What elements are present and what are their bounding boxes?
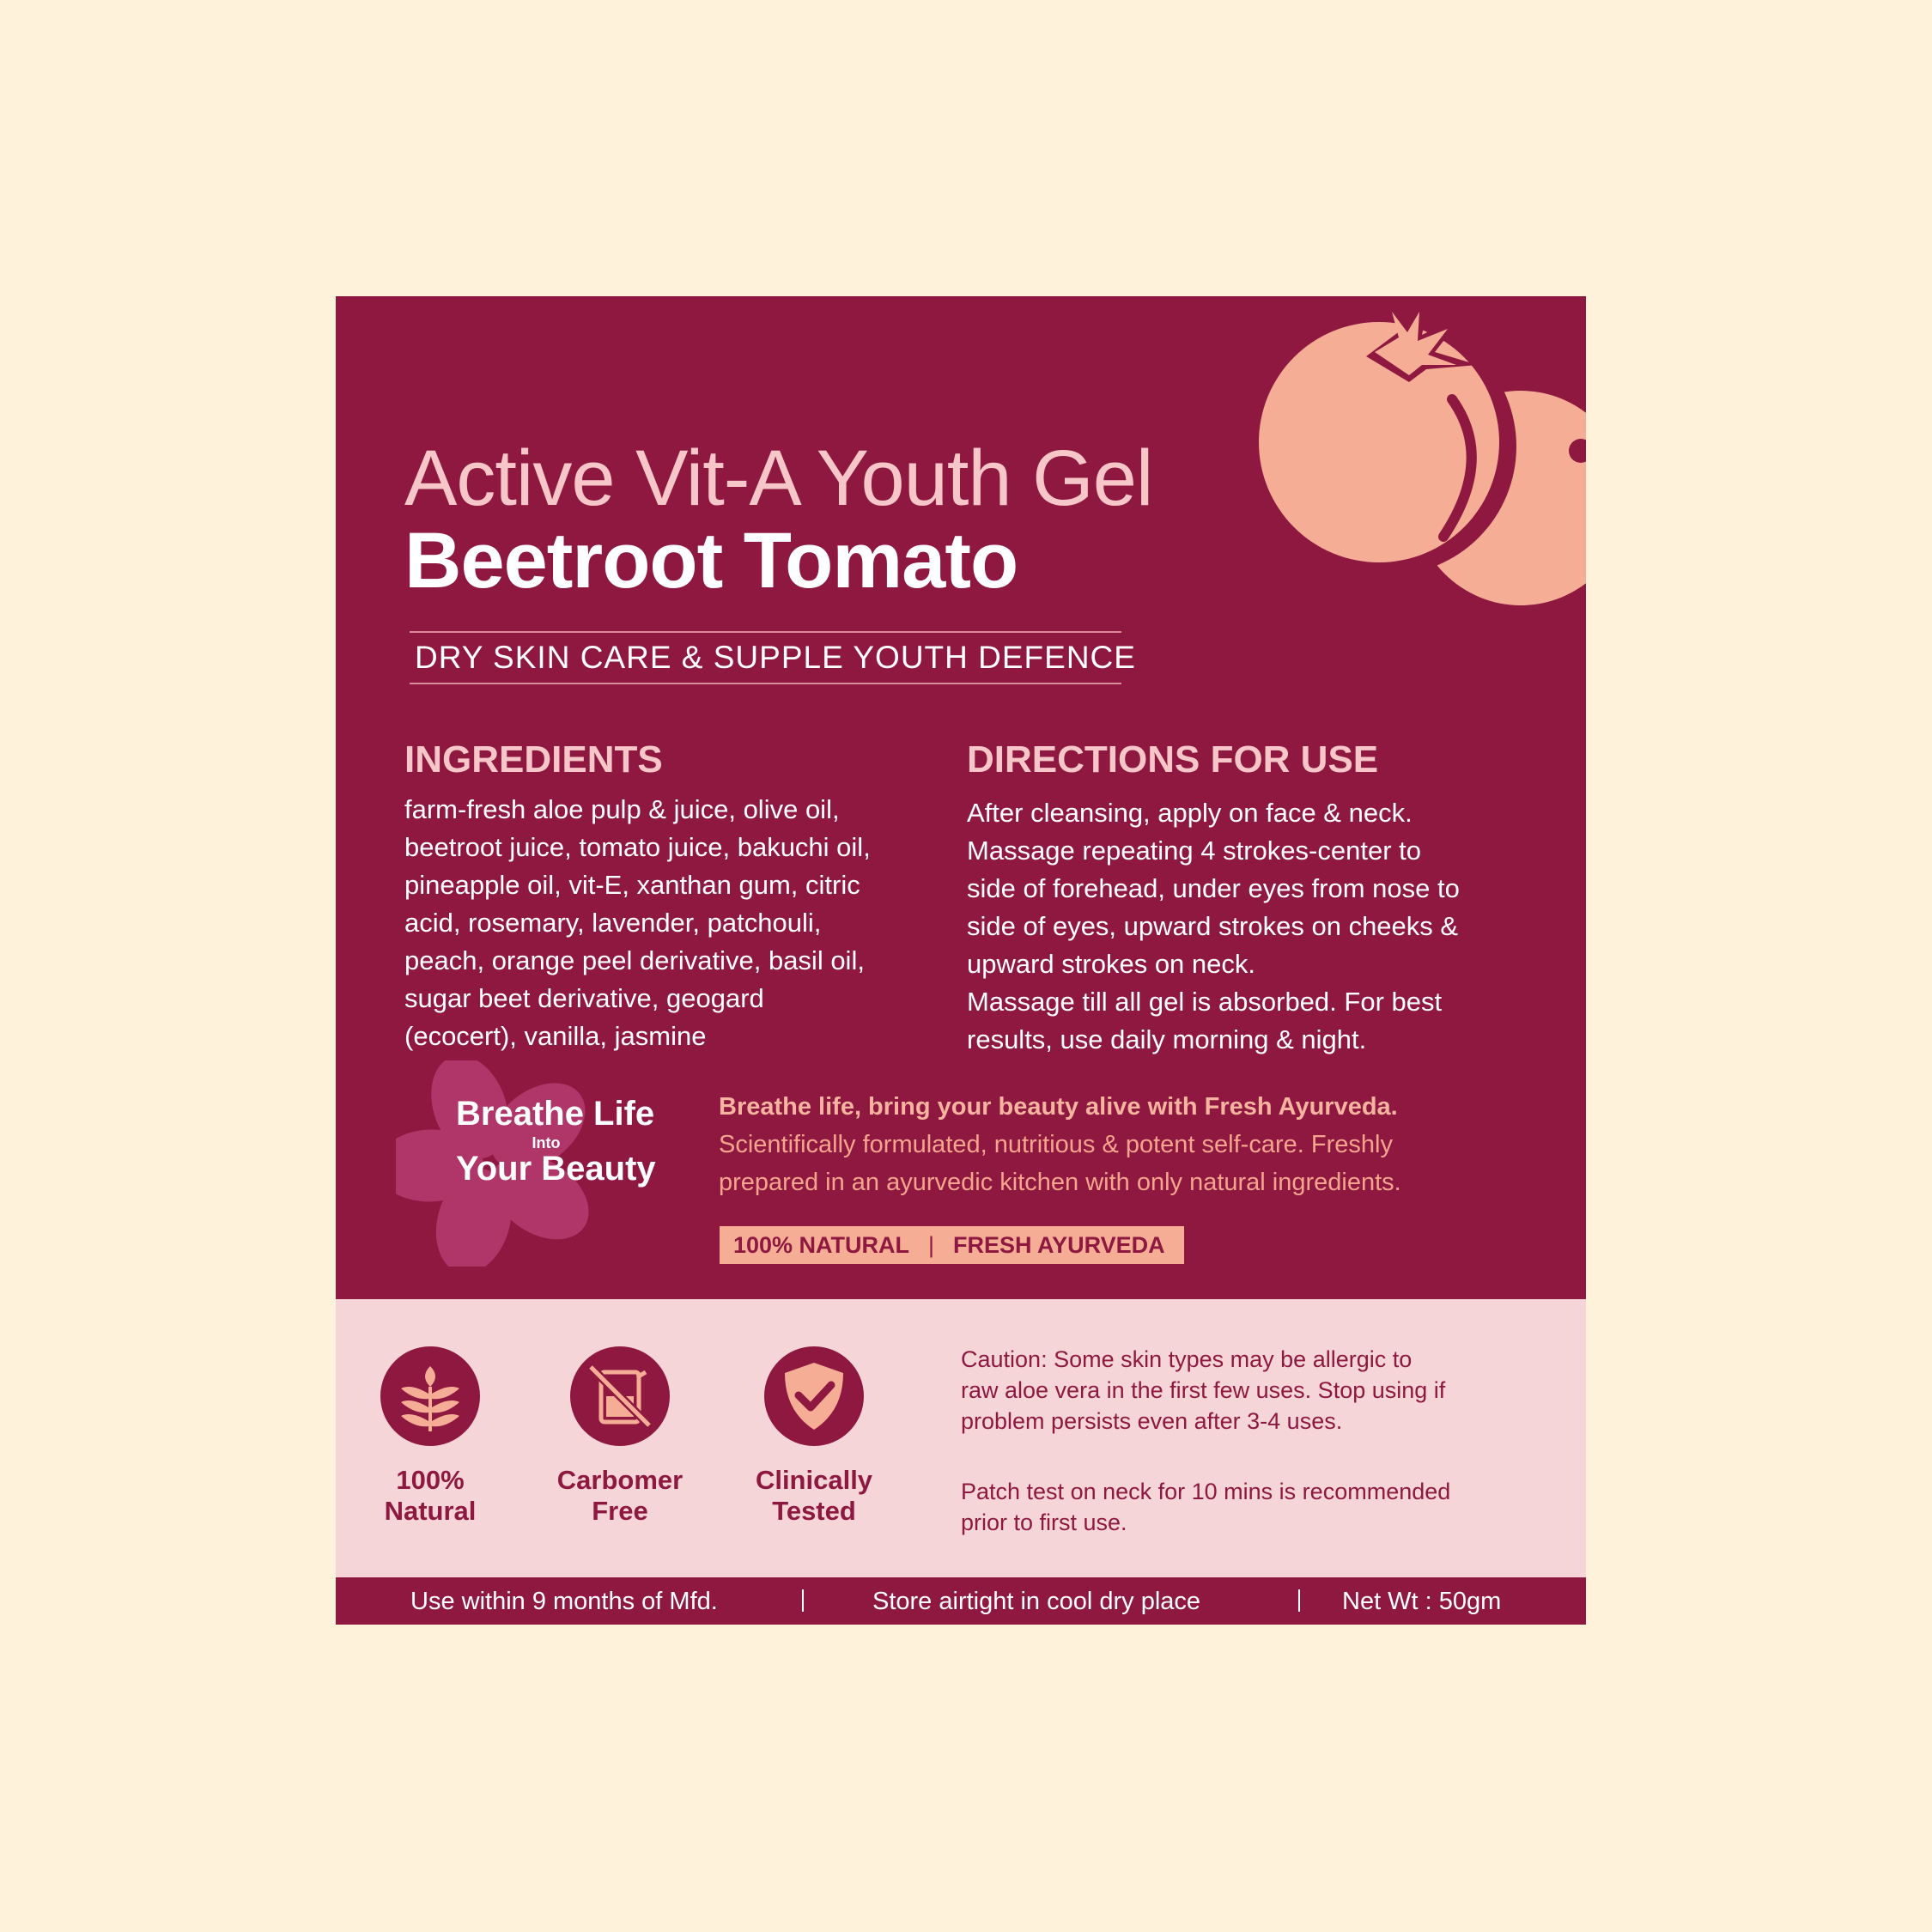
ingredients-list bbox=[404, 791, 920, 1055]
directions-line: After cleansing, apply on face & neck. bbox=[967, 798, 1413, 828]
patch-line: prior to first use. bbox=[961, 1510, 1127, 1535]
leaf-plant-icon bbox=[380, 1346, 480, 1446]
patch-line: Patch test on neck for 10 mins is recommended bbox=[961, 1479, 1451, 1504]
ingredients-line: beetroot juice, tomato juice, bakuchi oil, bbox=[404, 832, 871, 862]
tagline-text: DRY SKIN CARE & SUPPLE YOUTH DEFENCE bbox=[415, 640, 1136, 675]
feature-label bbox=[745, 1465, 883, 1527]
shield-check-icon bbox=[764, 1346, 864, 1446]
caution-line: problem persists even after 3-4 uses. bbox=[961, 1408, 1343, 1434]
feature-natural bbox=[361, 1346, 499, 1527]
promo-text bbox=[719, 1088, 1474, 1201]
product-tagline bbox=[410, 631, 1136, 684]
directions-line: side of forehead, under eyes from nose to bbox=[967, 873, 1460, 903]
natural-ayurveda-badge bbox=[720, 1226, 1184, 1264]
feature-label-line: 100% bbox=[396, 1465, 465, 1495]
badge-right: FRESH AYURVEDA bbox=[953, 1231, 1165, 1258]
feature-label bbox=[361, 1465, 499, 1527]
feature-carbomer-free bbox=[551, 1346, 689, 1527]
caution-text bbox=[961, 1344, 1519, 1437]
badge-left: 100% NATURAL bbox=[733, 1231, 910, 1258]
label-top-panel bbox=[336, 296, 1586, 1299]
directions-text bbox=[967, 794, 1516, 1059]
product-title-line1: Active Vit-A Youth Gel bbox=[404, 434, 1153, 522]
feature-label-line: Tested bbox=[772, 1496, 856, 1526]
patch-test-text bbox=[961, 1476, 1519, 1538]
ingredients-line: pineapple oil, vit-E, xanthan gum, citric bbox=[404, 870, 860, 900]
product-label bbox=[336, 296, 1586, 1625]
directions-heading: DIRECTIONS FOR USE bbox=[967, 738, 1379, 781]
ingredients-heading: INGREDIENTS bbox=[404, 738, 663, 781]
promo-line: prepared in an ayurvedic kitchen with only natural ingredients. bbox=[719, 1169, 1401, 1196]
feature-clinically-tested bbox=[745, 1346, 883, 1527]
badge-separator: | bbox=[928, 1231, 935, 1258]
caution-line: raw aloe vera in the first few uses. Stop using if bbox=[961, 1377, 1446, 1403]
ingredients-line: peach, orange peel derivative, basil oil, bbox=[404, 945, 865, 975]
ingredients-line: sugar beet derivative, geogard bbox=[404, 983, 764, 1013]
logo-line3: Your Beauty bbox=[456, 1150, 656, 1188]
product-title-line2: Beetroot Tomato bbox=[404, 517, 1018, 605]
promo-lead: Breathe life, bring your beauty alive with Fresh Ayurveda. bbox=[719, 1093, 1398, 1121]
ingredients-line: (ecocert), vanilla, jasmine bbox=[404, 1021, 707, 1051]
net-weight-text: Net Wt : 50gm bbox=[1342, 1588, 1502, 1615]
ingredients-line: farm-fresh aloe pulp & juice, olive oil, bbox=[404, 794, 840, 824]
directions-line: Massage till all gel is absorbed. For best bbox=[967, 987, 1443, 1017]
use-within-text: Use within 9 months of Mfd. bbox=[410, 1588, 718, 1615]
no-beaker-icon bbox=[570, 1346, 670, 1446]
feature-label bbox=[551, 1465, 689, 1527]
label-footer-strip bbox=[336, 1577, 1586, 1625]
breathe-life-logo bbox=[396, 1060, 656, 1267]
logo-line1: Breathe Life bbox=[456, 1095, 655, 1133]
feature-label-line: Clinically bbox=[755, 1465, 873, 1495]
feature-label-line: Free bbox=[592, 1496, 648, 1526]
label-info-panel bbox=[336, 1299, 1586, 1577]
footer-divider bbox=[802, 1589, 804, 1612]
directions-line: side of eyes, upward strokes on cheeks & bbox=[967, 911, 1459, 941]
footer-divider bbox=[1298, 1589, 1300, 1612]
tomato-illustration bbox=[1237, 296, 1586, 605]
logo-line2: Into bbox=[532, 1134, 561, 1151]
caution-line: Caution: Some skin types may be allergic to bbox=[961, 1346, 1413, 1372]
ingredients-line: acid, rosemary, lavender, patchouli, bbox=[404, 908, 822, 938]
directions-line: Massage repeating 4 strokes-center to bbox=[967, 835, 1421, 866]
directions-line: results, use daily morning & night. bbox=[967, 1024, 1367, 1054]
feature-label-line: Carbomer bbox=[556, 1465, 683, 1495]
promo-line: Scientifically formulated, nutritious & potent self-care. Freshly bbox=[719, 1131, 1393, 1158]
storage-text: Store airtight in cool dry place bbox=[872, 1588, 1201, 1615]
directions-line: upward strokes on neck. bbox=[967, 949, 1256, 979]
feature-label-line: Natural bbox=[384, 1496, 477, 1526]
